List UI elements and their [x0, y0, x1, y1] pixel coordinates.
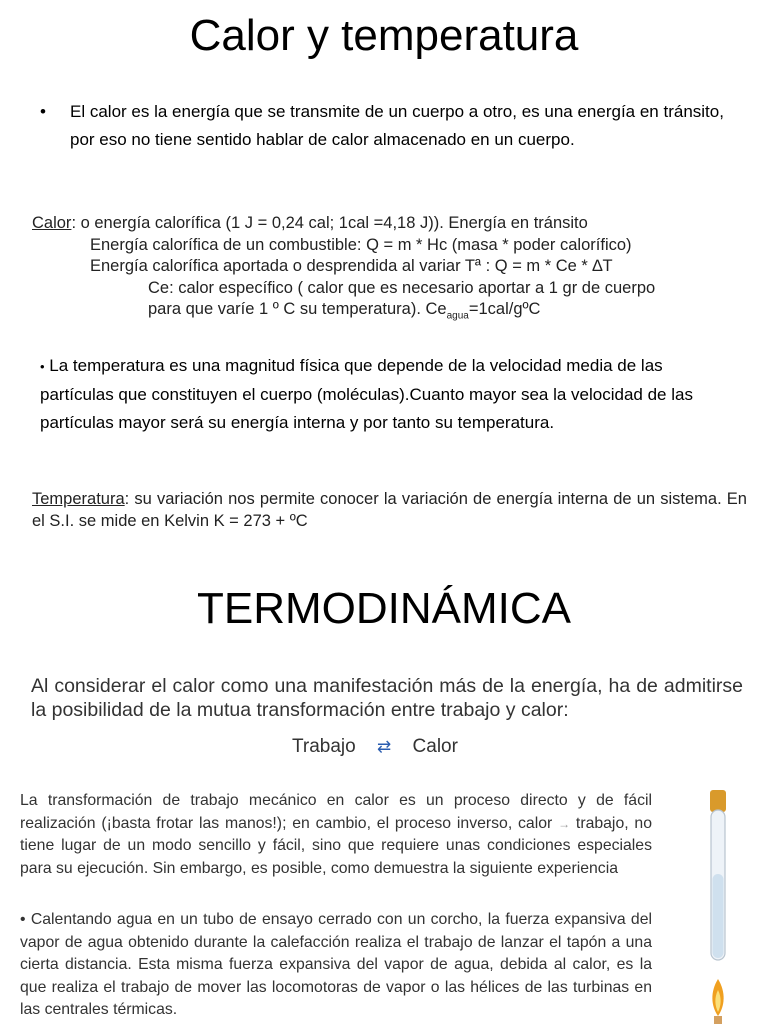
- transformation-paragraph: [20, 790, 652, 880]
- bullet-temperatura: [40, 352, 740, 437]
- calor-line-5-post: =1cal/gºC: [468, 300, 541, 318]
- calor-definition-box: [32, 213, 752, 327]
- temperatura-text: : su variación nos permite conocer la variación de energía interna de un sistema. En el S.I. se mide en Kelvin K = 273 + ºC: [32, 490, 747, 530]
- intro-paragraph: Al considerar el calor como una manifestación más de la energía, ha de admitirse la posibilidad de la mutua transformación entre trabajo y calor:: [31, 675, 743, 721]
- bullet-marker: •: [40, 359, 45, 374]
- test-tube-illustration: [696, 784, 740, 1024]
- burner-icon: [714, 1016, 722, 1024]
- bullet-temperatura-text: La temperatura es una magnitud física que depende de la velocidad media de las partículas que constituyen el cuerpo (moléculas).Cuanto mayor sea la velocidad de las partículas mayor será su energía interna y por tanto su temperatura.: [40, 356, 693, 432]
- bullet-calor: [40, 98, 740, 154]
- water-icon: [713, 874, 724, 958]
- bullet-marker: •: [20, 911, 26, 928]
- calor-line-1: : o energía calorífica (1 J = 0,24 cal; 1cal =4,18 J)). Energía en tránsito: [71, 214, 588, 232]
- right-arrow-icon: →: [558, 816, 571, 831]
- trabajo-calor-relation: [292, 736, 458, 758]
- calor-label: Calor: [412, 736, 458, 757]
- temperatura-definition-box: [32, 489, 747, 532]
- experiment-text: Calentando agua en un tubo de ensayo cerrado con un corcho, la fuerza expansiva del vapor de agua obtenido durante la calefacción realiza el trabajo de lanzar el tapón a una cierta distancia. Esta misma fuerza expansiva del vapor de agua, debida al calor, es la que realiza el trabajo de mover las locomotoras de vapor o las hélices de las turbinas en las centrales térmicas.: [20, 911, 653, 1018]
- cork-icon: [710, 790, 726, 812]
- bullet-marker: •: [40, 102, 46, 121]
- experiment-paragraph: [20, 909, 652, 1022]
- calor-line-3: Energía calorífica aportada o desprendida al variar Tª : Q = m * Ce * ∆T: [90, 257, 613, 275]
- temperatura-term: Temperatura: [32, 490, 125, 508]
- calor-line-5-pre: para que varíe 1 º C su temperatura). Ce: [148, 300, 447, 318]
- calor-line-2: Energía calorífica de un combustible: Q = m * Hc (masa * poder calorífico): [90, 235, 632, 254]
- transformation-pre: La transformación de trabajo mecánico en calor es un proceso directo y de fácil realización (¡basta frotar las manos!); en cambio, el proceso inverso, calor: [20, 792, 652, 832]
- calor-line-5-sub: agua: [446, 310, 469, 322]
- section-title-termodinamica: TERMODINÁMICA: [197, 584, 571, 633]
- bullet-calor-text: El calor es la energía que se transmite de un cuerpo a otro, es una energía en tránsito, por eso no tiene sentido hablar de calor almacenado en un cuerpo.: [70, 102, 724, 149]
- transformation-post: trabajo, no tiene lugar de un modo sencillo y fácil, sino que requiere unas condiciones especiales para su ejecución. Sin embargo, es posible, como demuestra la siguiente experiencia: [20, 814, 653, 877]
- calor-line-4: Ce: calor específico ( calor que es necesario aportar a 1 gr de cuerpo: [148, 278, 656, 297]
- page-title: Calor y temperatura: [189, 11, 579, 60]
- calor-term: Calor: [32, 214, 72, 232]
- trabajo-label: Trabajo: [292, 736, 356, 757]
- double-arrow-icon: ⇄: [377, 737, 392, 756]
- calor-line-5: [32, 299, 752, 327]
